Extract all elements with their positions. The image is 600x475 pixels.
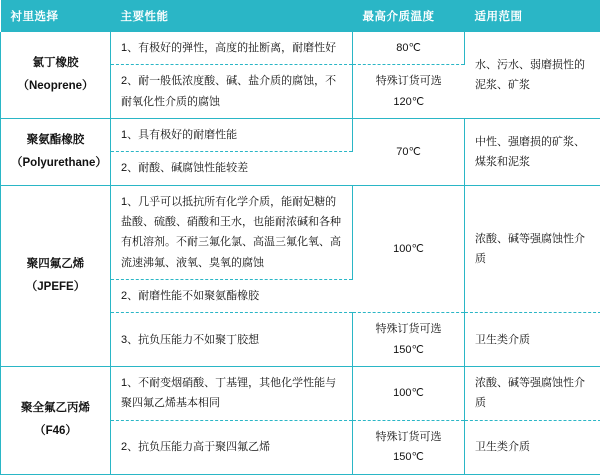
lining-name-fep xyxy=(1,367,111,474)
temperature-option-note: 特殊订货可选 xyxy=(363,71,455,91)
lining-name-cn: 聚全氟乙丙烯 xyxy=(11,397,100,420)
lining-name-en: （JPEFE） xyxy=(11,276,100,299)
table-body xyxy=(1,32,600,474)
lining-name-ptfe xyxy=(1,185,111,366)
temperature-option-value: 120℃ xyxy=(363,92,455,112)
lining-name-cn: 聚四氟乙烯 xyxy=(11,253,100,276)
temperature-option-note: 特殊订货可选 xyxy=(363,319,454,339)
temperature-value xyxy=(353,420,465,474)
property-text: 2、耐一般低浓度酸、碱、盐介质的腐蚀，不耐氧化性介质的腐蚀 xyxy=(111,65,353,119)
header-max-medium-temperature: 最高介质温度 xyxy=(353,0,465,32)
property-text: 1、有极好的弹性，高度的扯断离，耐磨性好 xyxy=(111,32,353,65)
table-row xyxy=(1,185,600,279)
header-application-range: 适用范围 xyxy=(465,0,600,32)
temperature-value xyxy=(353,65,465,119)
property-text: 1、几乎可以抵抗所有化学介质，能耐妃糖的盐酸、硫酸、硝酸和王水，也能耐浓碱和各种有机溶剂。不耐三氟化氯、高温三氟化氧、高流速沸氟、液氧、臭氧的腐蚀 xyxy=(111,185,353,279)
temperature-value xyxy=(353,32,465,65)
header-row xyxy=(1,0,600,32)
temperature-value xyxy=(353,313,465,367)
temperature-primary: 70℃ xyxy=(363,142,454,162)
temperature-value xyxy=(353,185,465,313)
application-range-text: 中性、强磨损的矿浆、煤浆和泥浆 xyxy=(465,119,600,186)
table-row xyxy=(1,32,600,65)
application-range-text: 卫生类介质 xyxy=(465,313,600,367)
property-text: 1、具有极好的耐磨性能 xyxy=(111,119,353,152)
lining-name-en: （Neoprene） xyxy=(11,75,100,98)
table-row xyxy=(1,119,600,152)
temperature-primary: 80℃ xyxy=(363,38,454,58)
lining-name-neoprene xyxy=(1,32,111,119)
application-range-text: 水、污水、弱磨损性的泥浆、矿浆 xyxy=(465,32,600,119)
temperature-value xyxy=(353,367,465,421)
property-text: 3、抗负压能力不如聚丁胶想 xyxy=(111,313,353,367)
property-text: 2、抗负压能力高于聚四氟乙烯 xyxy=(111,420,353,474)
lining-name-cn: 聚氨酯橡胶 xyxy=(11,129,100,152)
property-text: 2、耐磨性能不如聚氨酯橡胶 xyxy=(111,280,353,313)
temperature-option-value: 150℃ xyxy=(363,447,454,467)
lining-name-en: （F46） xyxy=(11,420,100,443)
application-range-text: 浓酸、碱等强腐蚀性介质 xyxy=(465,185,600,313)
application-range-text: 卫生类介质 xyxy=(465,420,600,474)
table-row xyxy=(1,367,600,421)
temperature-option-note: 特殊订货可选 xyxy=(363,427,454,447)
header-main-performance: 主要性能 xyxy=(111,0,353,32)
lining-name-polyurethane xyxy=(1,119,111,186)
header-lining-selection: 衬里选择 xyxy=(1,0,111,32)
property-text: 1、不耐变烟硝酸、丁基锂，其他化学性能与聚四氟乙烯基本相同 xyxy=(111,367,353,421)
temperature-primary: 100℃ xyxy=(363,239,454,259)
lining-name-cn: 氯丁橡胶 xyxy=(11,52,100,75)
lining-name-en: （Polyurethane） xyxy=(11,152,100,175)
temperature-option-value: 150℃ xyxy=(363,340,454,360)
temperature-primary: 100℃ xyxy=(363,383,454,403)
application-range-text: 浓酸、碱等强腐蚀性介质 xyxy=(465,367,600,421)
temperature-value xyxy=(353,119,465,186)
property-text: 2、耐酸、碱腐蚀性能较差 xyxy=(111,152,353,185)
table-header xyxy=(1,0,600,32)
